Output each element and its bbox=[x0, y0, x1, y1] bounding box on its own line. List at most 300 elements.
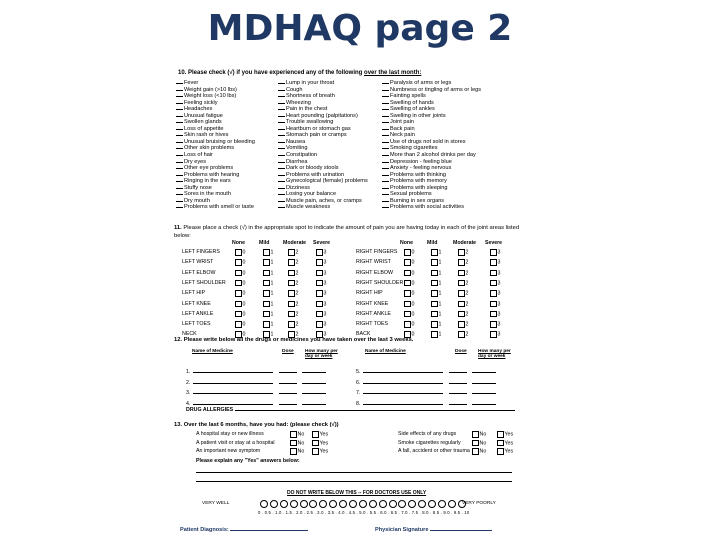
pain-option[interactable] bbox=[458, 321, 468, 329]
symptom-checkbox[interactable] bbox=[176, 155, 183, 156]
event-checkbox[interactable] bbox=[290, 431, 297, 438]
pain-option[interactable] bbox=[431, 311, 441, 319]
pain-option[interactable] bbox=[263, 301, 273, 309]
pain-checkbox[interactable] bbox=[235, 270, 242, 277]
symptom-checkbox[interactable] bbox=[176, 168, 183, 169]
explain-line-2[interactable] bbox=[196, 477, 512, 482]
pain-option[interactable] bbox=[316, 249, 326, 257]
pain-checkbox[interactable] bbox=[404, 270, 411, 277]
scale-circle[interactable] bbox=[339, 500, 347, 508]
symptom-checkbox[interactable] bbox=[382, 109, 389, 110]
symptom-label: Unusual fatigue bbox=[184, 112, 223, 119]
pain-checkbox[interactable] bbox=[316, 280, 323, 287]
symptom-checkbox[interactable] bbox=[176, 175, 183, 176]
pain-checkbox[interactable] bbox=[458, 290, 465, 297]
event-checkbox[interactable] bbox=[472, 448, 479, 455]
pain-option[interactable] bbox=[404, 290, 414, 298]
event-checkbox[interactable] bbox=[312, 440, 319, 447]
pain-level-header: Mild bbox=[259, 240, 270, 246]
symptom-checkbox[interactable] bbox=[278, 181, 285, 182]
pain-checkbox[interactable] bbox=[288, 259, 295, 266]
pain-checkbox[interactable] bbox=[404, 280, 411, 287]
pain-option[interactable] bbox=[490, 280, 500, 288]
symptom-checkbox[interactable] bbox=[382, 175, 389, 176]
pain-option[interactable] bbox=[431, 290, 441, 298]
pain-option[interactable] bbox=[458, 301, 468, 309]
event-option[interactable] bbox=[497, 440, 513, 448]
pain-option[interactable] bbox=[263, 290, 273, 298]
pain-option[interactable] bbox=[490, 311, 500, 319]
symptom-column-1 bbox=[176, 80, 280, 211]
symptom-checkbox[interactable] bbox=[382, 188, 389, 189]
pain-checkbox[interactable] bbox=[316, 259, 323, 266]
pain-option[interactable] bbox=[458, 280, 468, 288]
pain-checkbox[interactable] bbox=[404, 311, 411, 318]
pain-option-value: 2 bbox=[295, 290, 299, 297]
medication-frequency-field[interactable] bbox=[472, 389, 496, 394]
symptom-checkbox[interactable] bbox=[382, 116, 389, 117]
event-checkbox[interactable] bbox=[497, 431, 504, 438]
pain-checkbox[interactable] bbox=[263, 270, 270, 277]
medication-number: 3. bbox=[186, 390, 191, 396]
symptom-checkbox[interactable] bbox=[382, 96, 389, 97]
pain-checkbox[interactable] bbox=[288, 280, 295, 287]
medication-frequency-field[interactable] bbox=[302, 389, 326, 394]
pain-option[interactable] bbox=[431, 270, 441, 278]
pain-option[interactable] bbox=[490, 249, 500, 257]
pain-option[interactable] bbox=[490, 290, 500, 298]
pain-option-value: 0 bbox=[411, 321, 415, 328]
pain-option[interactable] bbox=[263, 259, 273, 267]
symptom-checkbox[interactable] bbox=[278, 122, 285, 123]
event-option[interactable] bbox=[472, 440, 486, 448]
pain-checkbox[interactable] bbox=[458, 249, 465, 256]
medication-frequency-field[interactable] bbox=[302, 400, 326, 405]
pain-option[interactable] bbox=[490, 259, 500, 267]
event-option[interactable] bbox=[312, 448, 328, 456]
medication-dose-field[interactable] bbox=[279, 379, 297, 384]
symptom-checkbox[interactable] bbox=[176, 103, 183, 104]
scale-circle[interactable] bbox=[309, 500, 317, 508]
pain-option[interactable] bbox=[263, 270, 273, 278]
explain-line-1[interactable] bbox=[196, 468, 512, 473]
pain-option[interactable] bbox=[490, 321, 500, 329]
pain-option[interactable] bbox=[431, 280, 441, 288]
symptom-checkbox[interactable] bbox=[176, 135, 183, 136]
symptom-checkbox[interactable] bbox=[176, 116, 183, 117]
pain-option[interactable] bbox=[316, 321, 326, 329]
pain-checkbox[interactable] bbox=[263, 301, 270, 308]
event-option-label: No bbox=[479, 448, 487, 455]
pain-checkbox[interactable] bbox=[263, 259, 270, 266]
event-option[interactable] bbox=[472, 448, 486, 456]
pain-option[interactable] bbox=[235, 249, 245, 257]
event-option[interactable] bbox=[290, 448, 304, 456]
symptom-checkbox[interactable] bbox=[278, 207, 285, 208]
pain-checkbox[interactable] bbox=[490, 301, 497, 308]
medication-name-field[interactable] bbox=[193, 368, 273, 373]
pain-checkbox[interactable] bbox=[431, 249, 438, 256]
medication-dose-field[interactable] bbox=[279, 389, 297, 394]
pain-option[interactable] bbox=[458, 331, 468, 339]
pain-option[interactable] bbox=[235, 311, 245, 319]
drug-allergies-field[interactable] bbox=[235, 406, 515, 411]
pain-level-header: Severe bbox=[485, 240, 503, 246]
pain-checkbox[interactable] bbox=[490, 259, 497, 266]
scale-circle[interactable] bbox=[448, 500, 456, 508]
pain-checkbox[interactable] bbox=[431, 331, 438, 338]
pain-option[interactable] bbox=[235, 321, 245, 329]
symptom-label: Sexual problems bbox=[390, 191, 432, 198]
joint-label-right: RIGHT ELBOW bbox=[356, 269, 393, 276]
medication-dose-field[interactable] bbox=[449, 379, 467, 384]
event-checkbox[interactable] bbox=[472, 431, 479, 438]
scale-circle[interactable] bbox=[329, 500, 337, 508]
pain-checkbox[interactable] bbox=[263, 280, 270, 287]
pain-checkbox[interactable] bbox=[431, 270, 438, 277]
pain-checkbox[interactable] bbox=[288, 301, 295, 308]
symptom-checkbox[interactable] bbox=[278, 129, 285, 130]
pain-checkbox[interactable] bbox=[288, 270, 295, 277]
symptom-checkbox[interactable] bbox=[176, 162, 183, 163]
scale-circle[interactable] bbox=[379, 500, 387, 508]
pain-option-value: 1 bbox=[270, 280, 274, 287]
medication-frequency-field[interactable] bbox=[472, 400, 496, 405]
pain-option-value: 3 bbox=[323, 290, 327, 297]
pain-option[interactable] bbox=[288, 259, 298, 267]
physician-signature-field[interactable] bbox=[430, 526, 492, 531]
pain-checkbox[interactable] bbox=[490, 311, 497, 318]
pain-option[interactable] bbox=[235, 270, 245, 278]
pain-option[interactable] bbox=[490, 331, 500, 339]
event-option-label: Yes bbox=[319, 431, 329, 438]
pain-option-value: 1 bbox=[270, 290, 274, 297]
pain-option[interactable] bbox=[235, 290, 245, 298]
pain-checkbox[interactable] bbox=[263, 311, 270, 318]
event-checkbox[interactable] bbox=[497, 440, 504, 447]
scale-circle[interactable] bbox=[438, 500, 446, 508]
pain-option[interactable] bbox=[458, 249, 468, 257]
pain-checkbox[interactable] bbox=[490, 290, 497, 297]
pain-option[interactable] bbox=[288, 290, 298, 298]
pain-option-value: 3 bbox=[497, 332, 501, 339]
event-option[interactable] bbox=[312, 431, 328, 439]
symptom-checkbox[interactable] bbox=[278, 194, 285, 195]
pain-checkbox[interactable] bbox=[431, 290, 438, 297]
pain-checkbox[interactable] bbox=[458, 311, 465, 318]
event-checkbox[interactable] bbox=[472, 440, 479, 447]
symptom-checkbox[interactable] bbox=[278, 175, 285, 176]
pain-option[interactable] bbox=[458, 270, 468, 278]
medication-frequency-field[interactable] bbox=[472, 379, 496, 384]
pain-option[interactable] bbox=[235, 280, 245, 288]
event-option[interactable] bbox=[312, 440, 328, 448]
pain-checkbox[interactable] bbox=[263, 249, 270, 256]
symptom-checkbox[interactable] bbox=[278, 142, 285, 143]
symptom-checkbox[interactable] bbox=[278, 90, 285, 91]
pain-option[interactable] bbox=[263, 321, 273, 329]
symptom-checkbox[interactable] bbox=[278, 109, 285, 110]
medication-row bbox=[186, 379, 326, 387]
pain-option[interactable] bbox=[404, 259, 414, 267]
pain-option[interactable] bbox=[235, 301, 245, 309]
pain-option[interactable] bbox=[316, 290, 326, 298]
medication-dose-field[interactable] bbox=[449, 389, 467, 394]
symptom-checkbox[interactable] bbox=[382, 207, 389, 208]
pain-checkbox[interactable] bbox=[263, 290, 270, 297]
symptom-checkbox[interactable] bbox=[176, 83, 183, 84]
pain-option[interactable] bbox=[431, 249, 441, 257]
symptom-checkbox[interactable] bbox=[278, 148, 285, 149]
event-option[interactable] bbox=[290, 431, 304, 439]
pain-option[interactable] bbox=[490, 301, 500, 309]
symptom-checkbox[interactable] bbox=[382, 162, 389, 163]
pain-checkbox[interactable] bbox=[404, 290, 411, 297]
symptom-checkbox[interactable] bbox=[278, 162, 285, 163]
symptom-checkbox[interactable] bbox=[176, 148, 183, 149]
pain-checkbox[interactable] bbox=[316, 249, 323, 256]
symptom-checkbox[interactable] bbox=[382, 103, 389, 104]
pain-checkbox[interactable] bbox=[404, 259, 411, 266]
pain-checkbox[interactable] bbox=[490, 249, 497, 256]
pain-option-value: 1 bbox=[438, 290, 442, 297]
pain-checkbox[interactable] bbox=[458, 321, 465, 328]
event-option-label: No bbox=[297, 440, 305, 447]
pain-option[interactable] bbox=[288, 280, 298, 288]
scale-circle[interactable] bbox=[389, 500, 397, 508]
pain-checkbox[interactable] bbox=[288, 321, 295, 328]
pain-checkbox[interactable] bbox=[490, 270, 497, 277]
symptom-checkbox[interactable] bbox=[382, 148, 389, 149]
scale-circle[interactable] bbox=[369, 500, 377, 508]
medication-number: 6. bbox=[356, 379, 361, 386]
pain-option[interactable] bbox=[316, 301, 326, 309]
pain-checkbox[interactable] bbox=[490, 331, 497, 338]
event-option[interactable] bbox=[290, 440, 304, 448]
pain-checkbox[interactable] bbox=[431, 301, 438, 308]
pain-checkbox[interactable] bbox=[288, 249, 295, 256]
symptom-checkbox[interactable] bbox=[278, 155, 285, 156]
scale-circle[interactable] bbox=[398, 500, 406, 508]
symptom-checkbox[interactable] bbox=[382, 83, 389, 84]
medication-dose-field[interactable] bbox=[279, 368, 297, 373]
pain-option[interactable] bbox=[288, 249, 298, 257]
pain-checkbox[interactable] bbox=[235, 290, 242, 297]
symptom-checkbox[interactable] bbox=[176, 109, 183, 110]
pain-option[interactable] bbox=[316, 259, 326, 267]
joint-label-right: RIGHT KNEE bbox=[356, 300, 389, 307]
pain-option[interactable] bbox=[316, 270, 326, 278]
event-option[interactable] bbox=[497, 431, 513, 439]
symptom-checkbox[interactable] bbox=[382, 122, 389, 123]
symptom-checkbox[interactable] bbox=[176, 129, 183, 130]
scale-circle[interactable] bbox=[280, 500, 288, 508]
symptom-checkbox[interactable] bbox=[176, 188, 183, 189]
symptom-column-3 bbox=[382, 80, 526, 211]
scale-circle[interactable] bbox=[260, 500, 268, 508]
symptom-checkbox[interactable] bbox=[176, 207, 183, 208]
pain-option[interactable] bbox=[288, 311, 298, 319]
pain-checkbox[interactable] bbox=[404, 321, 411, 328]
symptom-checkbox[interactable] bbox=[382, 90, 389, 91]
medication-name-field[interactable] bbox=[363, 400, 443, 405]
medication-name-field[interactable] bbox=[193, 400, 273, 405]
pain-option[interactable] bbox=[288, 321, 298, 329]
pain-checkbox[interactable] bbox=[458, 331, 465, 338]
pain-checkbox[interactable] bbox=[490, 280, 497, 287]
pain-checkbox[interactable] bbox=[235, 311, 242, 318]
pain-option-value: 0 bbox=[242, 290, 246, 297]
pain-option[interactable] bbox=[404, 270, 414, 278]
pain-option-value: 1 bbox=[270, 259, 274, 266]
event-checkbox[interactable] bbox=[497, 448, 504, 455]
scale-circle[interactable] bbox=[408, 500, 416, 508]
symptom-checkbox[interactable] bbox=[382, 201, 389, 202]
event-option[interactable] bbox=[497, 448, 513, 456]
pain-checkbox[interactable] bbox=[404, 249, 411, 256]
pain-checkbox[interactable] bbox=[404, 301, 411, 308]
symptom-checkbox[interactable] bbox=[176, 194, 183, 195]
symptom-checkbox[interactable] bbox=[278, 201, 285, 202]
pain-option[interactable] bbox=[431, 331, 441, 339]
pain-checkbox[interactable] bbox=[235, 321, 242, 328]
symptom-checkbox[interactable] bbox=[278, 188, 285, 189]
medication-frequency-field[interactable] bbox=[302, 379, 326, 384]
pain-option-value: 3 bbox=[497, 270, 501, 277]
event-checkbox[interactable] bbox=[312, 431, 319, 438]
pain-option[interactable] bbox=[263, 311, 273, 319]
scale-circle[interactable] bbox=[319, 500, 327, 508]
symptom-checkbox[interactable] bbox=[176, 181, 183, 182]
symptom-checkbox[interactable] bbox=[382, 155, 389, 156]
pain-option[interactable] bbox=[235, 259, 245, 267]
scale-circle[interactable] bbox=[300, 500, 308, 508]
symptom-checkbox[interactable] bbox=[382, 168, 389, 169]
pain-checkbox[interactable] bbox=[431, 321, 438, 328]
pain-checkbox[interactable] bbox=[316, 270, 323, 277]
symptom-checkbox[interactable] bbox=[382, 194, 389, 195]
event-checkbox[interactable] bbox=[290, 440, 297, 447]
pain-option[interactable] bbox=[458, 311, 468, 319]
symptom-item bbox=[176, 204, 280, 211]
pain-checkbox[interactable] bbox=[490, 321, 497, 328]
pain-option[interactable] bbox=[490, 270, 500, 278]
medication-name-field[interactable] bbox=[363, 379, 443, 384]
event-option[interactable] bbox=[472, 431, 486, 439]
pain-checkbox[interactable] bbox=[288, 290, 295, 297]
pain-checkbox[interactable] bbox=[316, 321, 323, 328]
pain-checkbox[interactable] bbox=[235, 259, 242, 266]
scale-circle[interactable] bbox=[290, 500, 298, 508]
scale-circle[interactable] bbox=[418, 500, 426, 508]
symptom-checkbox[interactable] bbox=[382, 142, 389, 143]
event-checkbox[interactable] bbox=[312, 448, 319, 455]
pain-checkbox[interactable] bbox=[316, 311, 323, 318]
symptom-checkbox[interactable] bbox=[382, 129, 389, 130]
medication-name-field[interactable] bbox=[193, 379, 273, 384]
pain-option[interactable] bbox=[288, 270, 298, 278]
pain-checkbox[interactable] bbox=[235, 249, 242, 256]
pain-checkbox[interactable] bbox=[316, 290, 323, 297]
medication-name-field[interactable] bbox=[363, 368, 443, 373]
symptom-checkbox[interactable] bbox=[382, 181, 389, 182]
pain-option[interactable] bbox=[404, 249, 414, 257]
pain-checkbox[interactable] bbox=[431, 311, 438, 318]
medication-name-field[interactable] bbox=[193, 389, 273, 394]
symptom-checkbox[interactable] bbox=[278, 116, 285, 117]
pain-checkbox[interactable] bbox=[458, 280, 465, 287]
pain-checkbox[interactable] bbox=[235, 301, 242, 308]
symptom-checkbox[interactable] bbox=[176, 96, 183, 97]
pain-option[interactable] bbox=[288, 301, 298, 309]
scale-circle[interactable] bbox=[270, 500, 278, 508]
pain-checkbox[interactable] bbox=[458, 301, 465, 308]
pain-option-value: 1 bbox=[438, 321, 442, 328]
pain-option-value: 2 bbox=[295, 321, 299, 328]
pain-checkbox[interactable] bbox=[458, 270, 465, 277]
pain-checkbox[interactable] bbox=[263, 321, 270, 328]
symptom-checkbox[interactable] bbox=[176, 142, 183, 143]
pain-option[interactable] bbox=[404, 280, 414, 288]
pain-checkbox[interactable] bbox=[288, 311, 295, 318]
pain-checkbox[interactable] bbox=[431, 280, 438, 287]
symptom-checkbox[interactable] bbox=[278, 103, 285, 104]
pain-checkbox[interactable] bbox=[458, 259, 465, 266]
symptom-checkbox[interactable] bbox=[278, 168, 285, 169]
pain-option[interactable] bbox=[431, 321, 441, 329]
medication-name-field[interactable] bbox=[363, 389, 443, 394]
scale-circle[interactable] bbox=[428, 500, 436, 508]
medication-dose-field[interactable] bbox=[449, 368, 467, 373]
pain-option[interactable] bbox=[316, 311, 326, 319]
pain-option[interactable] bbox=[458, 259, 468, 267]
pain-option-value: 2 bbox=[465, 280, 469, 287]
pain-checkbox[interactable] bbox=[235, 280, 242, 287]
pain-option[interactable] bbox=[404, 301, 414, 309]
pain-level-header: Severe bbox=[313, 240, 331, 246]
event-checkbox[interactable] bbox=[290, 448, 297, 455]
medication-frequency-field[interactable] bbox=[302, 368, 326, 373]
pain-checkbox[interactable] bbox=[431, 259, 438, 266]
pain-option[interactable] bbox=[431, 259, 441, 267]
symptom-checkbox[interactable] bbox=[176, 201, 183, 202]
pain-option[interactable] bbox=[263, 249, 273, 257]
symptom-checkbox[interactable] bbox=[278, 83, 285, 84]
pain-option[interactable] bbox=[458, 290, 468, 298]
joint-label-right: RIGHT TOES bbox=[356, 321, 389, 328]
pain-option[interactable] bbox=[263, 280, 273, 288]
pain-option-value: 1 bbox=[438, 311, 442, 318]
symptom-checkbox[interactable] bbox=[176, 122, 183, 123]
scale-circle[interactable] bbox=[359, 500, 367, 508]
symptom-checkbox[interactable] bbox=[278, 135, 285, 136]
pain-option[interactable] bbox=[404, 321, 414, 329]
pain-option-value: 2 bbox=[295, 301, 299, 308]
pain-option[interactable] bbox=[316, 280, 326, 288]
pain-option[interactable] bbox=[404, 311, 414, 319]
symptom-checkbox[interactable] bbox=[176, 90, 183, 91]
pain-option[interactable] bbox=[431, 301, 441, 309]
medication-dose-field[interactable] bbox=[279, 400, 297, 405]
patient-diagnosis-field[interactable] bbox=[230, 526, 308, 531]
pain-checkbox[interactable] bbox=[316, 301, 323, 308]
medication-frequency-field[interactable] bbox=[472, 368, 496, 373]
symptom-checkbox[interactable] bbox=[278, 96, 285, 97]
scale-circle[interactable] bbox=[349, 500, 357, 508]
symptom-checkbox[interactable] bbox=[382, 135, 389, 136]
med-dose-header: Dose bbox=[282, 349, 294, 354]
medication-dose-field[interactable] bbox=[449, 400, 467, 405]
